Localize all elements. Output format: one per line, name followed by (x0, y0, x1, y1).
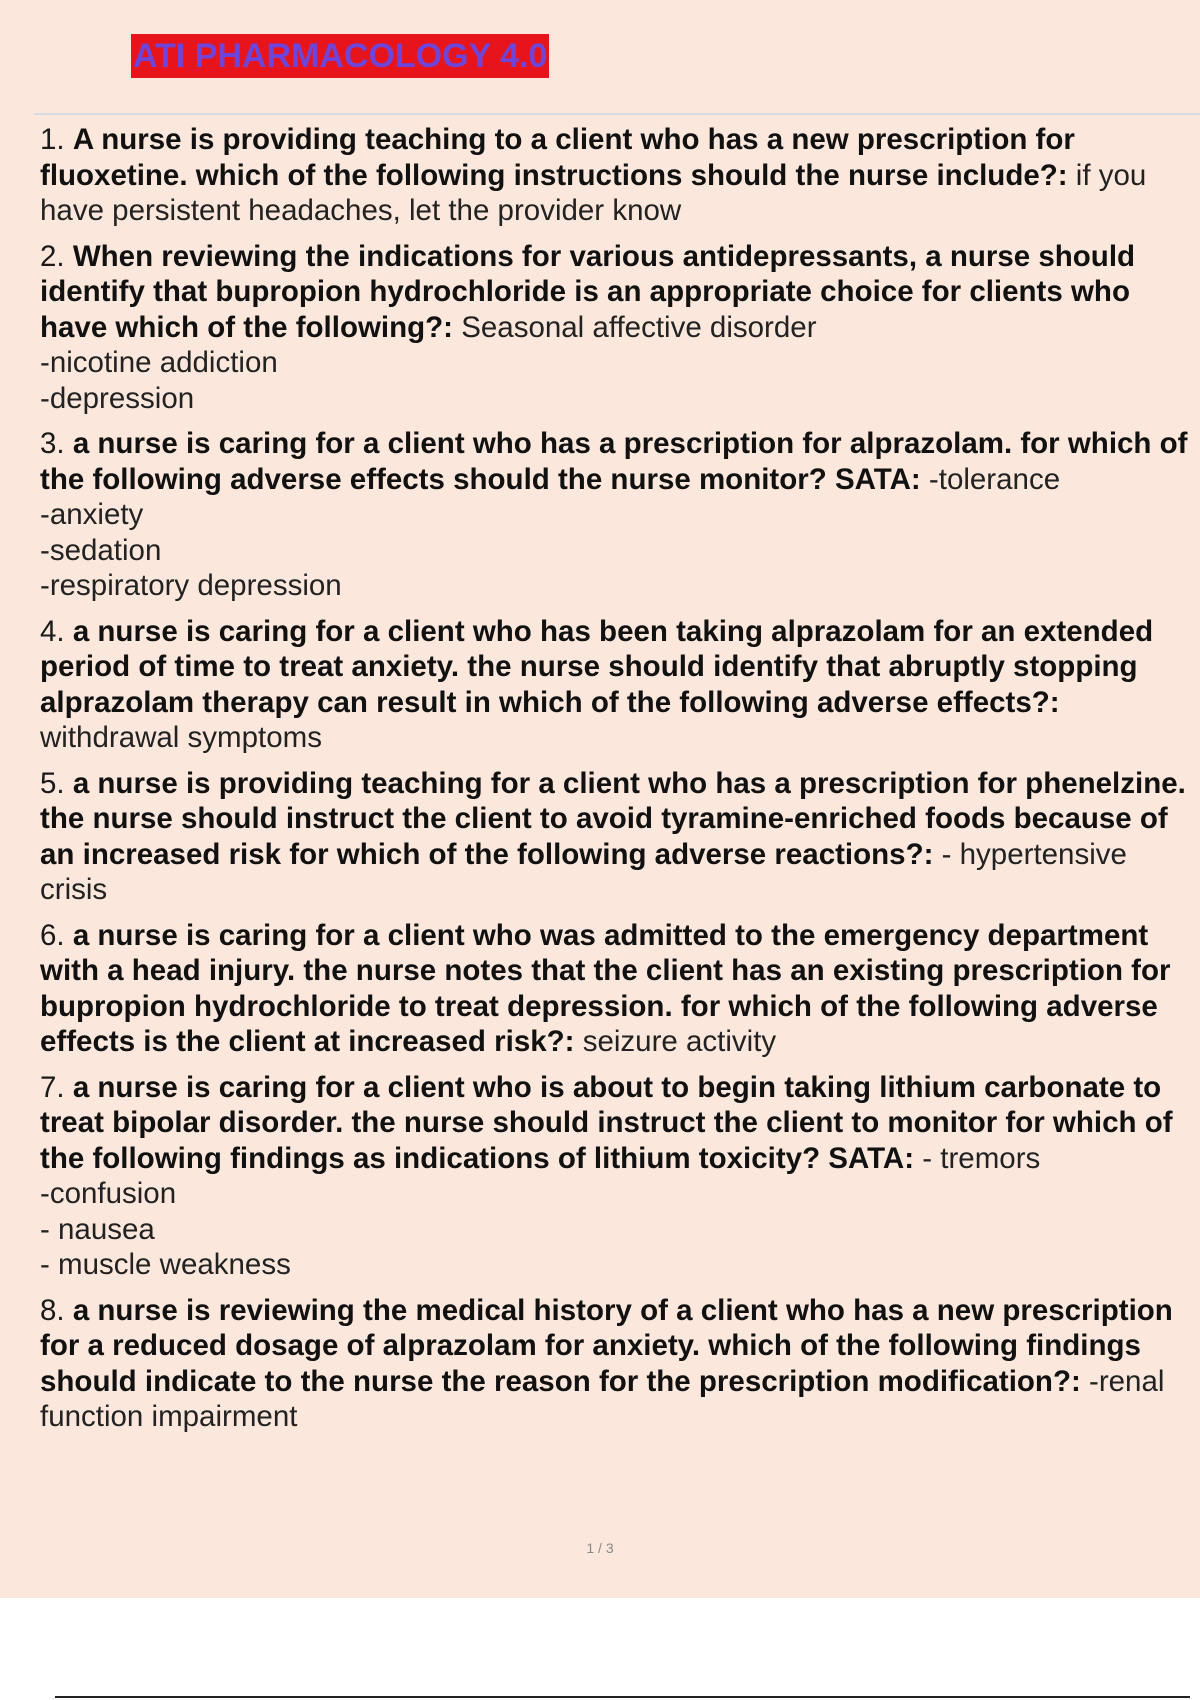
question-item (40, 1293, 1192, 1435)
title-highlight (131, 34, 549, 78)
question-number: 3. (40, 427, 65, 460)
question-number: 5. (40, 766, 65, 800)
answer-option: -depression (40, 381, 195, 415)
question-number: 1. (40, 123, 65, 156)
question-item (40, 766, 1192, 908)
question-number: 7. (40, 1070, 65, 1104)
question-item (40, 122, 1192, 229)
answer-option: -sedation (40, 533, 162, 567)
question-item (40, 918, 1192, 1060)
question-item (40, 1070, 1192, 1283)
answer-option: -nicotine addiction (40, 346, 278, 379)
question-text: a nurse is caring for a client who is about to begin taking lithium carbonate to treat bipolar disorder. the nurse should instruct the client to monitor for which of the following findings as indications of lithium toxicity? SATA: (40, 1070, 1173, 1175)
question-number: 2. (40, 239, 65, 273)
answer-text: seizure activity (582, 1025, 777, 1058)
question-text: a nurse is caring for a client who has a prescription for alprazolam. for which of the following adverse effects should the nurse monitor? SATA: (40, 427, 1188, 496)
document-title: ATI PHARMACOLOGY 4.0 (133, 37, 548, 75)
question-text: A nurse is providing teaching to a client who has a new prescription for fluoxetine. which of the following instructions should the nurse include?: (40, 123, 1075, 192)
question-number: 6. (40, 918, 65, 952)
question-number: 4. (40, 614, 65, 648)
question-item (40, 426, 1192, 604)
answer-text: if you have persistent headaches, let the provider know (40, 158, 1147, 227)
question-number: 8. (40, 1293, 65, 1327)
question-list (40, 122, 1192, 1445)
question-text: When reviewing the indications for various antidepressants, a nurse should identify that bupropion hydrochloride is an appropriate choice for clients who have which of the following?: (40, 239, 1136, 344)
answer-option: -respiratory depression (40, 569, 342, 602)
question-text: a nurse is caring for a client who was admitted to the emergency department with a head injury. the nurse notes that the client has an existing prescription for bupropion hydrochloride to treat depression. for which of the following adverse effects is the client at increased risk?: (40, 918, 1171, 1058)
answer-option: - muscle weakness (40, 1248, 291, 1281)
question-text: a nurse is caring for a client who has been taking alprazolam for an extended period of time to treat anxiety. the nurse should identify that abruptly stopping alprazolam therapy can result in which of the following adverse effects?: (40, 614, 1154, 719)
question-text: a nurse is reviewing the medical history of a client who has a new prescription for a reduced dosage of alprazolam for anxiety. which of the following findings should indicate to the nurse the reason for the prescription modification?: (40, 1293, 1173, 1398)
answer-option: -anxiety (40, 498, 144, 531)
answer-text: - tremors (922, 1141, 1041, 1175)
bottom-divider (55, 1696, 1190, 1698)
question-text: a nurse is providing teaching for a client who has a prescription for phenelzine. the nurse should instruct the client to avoid tyramine-enriched foods because of an increased risk for which of the following adverse reactions?: (40, 766, 1186, 871)
answer-option: -confusion (40, 1177, 177, 1210)
answer-text: withdrawal symptoms (40, 721, 322, 754)
answer-text: -renal function impairment (40, 1364, 1165, 1433)
header-divider (34, 113, 1200, 115)
answer-text: Seasonal affective disorder (461, 310, 817, 344)
page-indicator: 1 / 3 (586, 1540, 614, 1556)
question-item (40, 614, 1192, 756)
answer-text: -tolerance (928, 462, 1061, 496)
answer-text: - hypertensive crisis (40, 837, 1127, 906)
question-item (40, 239, 1192, 417)
answer-option: - nausea (40, 1212, 155, 1246)
